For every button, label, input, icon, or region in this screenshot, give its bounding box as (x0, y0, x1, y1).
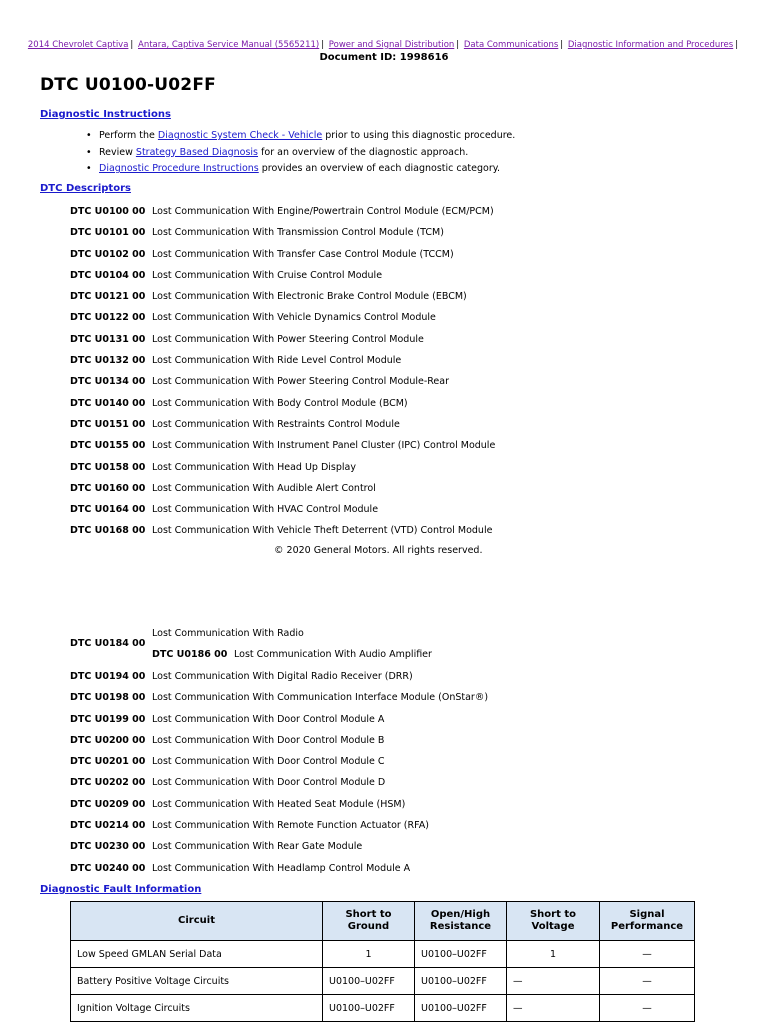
instruction-text: provides an overview of each diagnostic category. (258, 163, 501, 174)
dtc-code: DTC U0102 00 (70, 248, 146, 260)
link-diagnostic-system-check[interactable]: Diagnostic System Check - Vehicle (157, 130, 323, 141)
dtc-row (70, 393, 495, 414)
dtc-code: DTC U0100 00 (70, 206, 146, 217)
breadcrumb-separator: | (560, 40, 564, 50)
breadcrumb-separator: | (735, 40, 739, 50)
breadcrumb-link-diag-info[interactable]: Diagnostic Information and Procedures (567, 40, 734, 50)
table-cell: — (600, 995, 695, 1022)
dtc-description: Lost Communication With Transfer Case Control Module (TCCM) (152, 248, 454, 260)
dtc-description: Lost Communication With Remote Function Actuator (RFA) (152, 820, 429, 832)
dtc-description: Lost Communication With Rear Gate Module (152, 841, 363, 853)
dtc-description: Lost Communication With Power Steering Control Module (152, 333, 424, 345)
dtc-code: DTC U0200 00 (70, 734, 146, 746)
dtc-description: Lost Communication With Radio (152, 628, 304, 639)
dtc-code: DTC U0214 00 (70, 820, 146, 832)
dtc-row (70, 435, 495, 456)
instruction-item (86, 161, 515, 178)
dtc-code: DTC U0230 00 (70, 841, 146, 853)
link-diagnostic-procedure-instructions[interactable]: Diagnostic Procedure Instructions (99, 163, 259, 174)
dtc-code: DTC U0132 00 (70, 355, 146, 367)
dtc-row (70, 286, 495, 307)
table-cell: 1 (507, 941, 600, 968)
instruction-text: Perform the (99, 130, 158, 141)
dtc-description: Lost Communication With Engine/Powertrain Control Module (ECM/PCM) (152, 206, 494, 217)
dtc-code: DTC U0121 00 (70, 291, 146, 303)
fault-table (70, 901, 695, 1022)
dtc-row (70, 201, 495, 222)
dtc-row (70, 709, 488, 730)
dtc-description: Lost Communication With Headlamp Control Module A (152, 862, 411, 874)
instructions-list (86, 128, 515, 178)
dtc-row (70, 815, 488, 836)
dtc-code: DTC U0122 00 (70, 312, 146, 324)
dtc-row (70, 666, 488, 687)
dtc-description: Lost Communication With Heated Seat Module (HSM) (152, 798, 406, 810)
breadcrumb-separator: | (130, 40, 134, 50)
dtc-description: Lost Communication With Body Control Module (BCM) (152, 397, 408, 409)
dtc-description: Lost Communication With Head Up Display (152, 461, 356, 473)
instruction-item (86, 145, 515, 162)
table-cell: — (600, 968, 695, 995)
column-header-short-to-ground: Short to Ground (323, 902, 415, 941)
dtc-code: DTC U0104 00 (70, 269, 146, 281)
dtc-description: Lost Communication With Restraints Control Module (152, 418, 400, 430)
dtc-row (70, 457, 495, 478)
dtc-list (70, 666, 488, 879)
instruction-text: for an overview of the diagnostic approach. (258, 146, 469, 158)
breadcrumb-link-vehicle[interactable]: 2014 Chevrolet Captiva (27, 40, 129, 50)
instruction-text: Review (99, 146, 136, 158)
table-header-row (71, 902, 695, 941)
dtc-description: Lost Communication With Door Control Module A (152, 713, 385, 725)
dtc-description: Lost Communication With Power Steering Control Module-Rear (152, 376, 450, 388)
dtc-description: Lost Communication With Door Control Module C (152, 756, 385, 768)
dtc-code: DTC U0168 00 (70, 525, 146, 537)
dtc-description: Lost Communication With Digital Radio Receiver (DRR) (152, 671, 413, 682)
table-row (71, 968, 695, 995)
dtc-code: DTC U0186 00 (152, 649, 228, 660)
dtc-row (70, 244, 495, 265)
dtc-row (70, 414, 495, 435)
dtc-row (70, 794, 488, 815)
column-header-short-to-voltage: Short to Voltage (507, 902, 600, 941)
table-cell: Ignition Voltage Circuits (71, 995, 323, 1022)
dtc-code: DTC U0209 00 (70, 798, 146, 810)
dtc-code: DTC U0199 00 (70, 713, 146, 725)
dtc-description: Lost Communication With HVAC Control Module (152, 504, 379, 516)
dtc-code: DTC U0194 00 (70, 671, 146, 682)
table-cell: Low Speed GMLAN Serial Data (71, 941, 323, 968)
dtc-description: Lost Communication With Vehicle Theft Deterrent (VTD) Control Module (152, 525, 493, 537)
dtc-description: Lost Communication With Audio Amplifier (234, 649, 432, 660)
dtc-code: DTC U0184 00 (70, 638, 146, 649)
dtc-code: DTC U0240 00 (70, 862, 146, 874)
dtc-row (70, 222, 495, 243)
table-cell: Battery Positive Voltage Circuits (71, 968, 323, 995)
table-row (71, 941, 695, 968)
dtc-description: Lost Communication With Door Control Module D (152, 777, 386, 789)
dtc-row (70, 350, 495, 371)
section-link-diagnostic-fault-information[interactable]: Diagnostic Fault Information (40, 884, 202, 895)
dtc-row (70, 265, 495, 286)
dtc-row (70, 478, 495, 499)
breadcrumb-separator: | (321, 40, 325, 50)
dtc-code: DTC U0201 00 (70, 756, 146, 768)
dtc-row (70, 307, 495, 328)
dtc-description: Lost Communication With Vehicle Dynamics Control Module (152, 312, 436, 324)
document-id: Document ID: 1998616 (319, 52, 449, 63)
dtc-list (70, 201, 495, 542)
table-cell: — (507, 995, 600, 1022)
column-header-signal-performance: Signal Performance (600, 902, 695, 941)
page-title: DTC U0100-U02FF (40, 75, 216, 95)
breadcrumb-link-power-signal[interactable]: Power and Signal Distribution (328, 40, 455, 50)
dtc-row (70, 687, 488, 708)
dtc-description: Lost Communication With Communication Interface Module (OnStar®) (152, 692, 489, 704)
breadcrumb (0, 40, 768, 51)
dtc-row (70, 520, 495, 541)
breadcrumb-link-data-comm[interactable]: Data Communications (463, 40, 559, 50)
section-link-diagnostic-instructions[interactable]: Diagnostic Instructions (40, 109, 171, 120)
dtc-description: Lost Communication With Ride Level Control Module (152, 355, 402, 367)
table-cell: U0100–U02FF (415, 968, 507, 995)
dtc-code: DTC U0155 00 (70, 440, 146, 452)
section-link-dtc-descriptors[interactable]: DTC Descriptors (40, 183, 131, 194)
table-cell: — (507, 968, 600, 995)
table-cell: U0100–U02FF (323, 995, 415, 1022)
dtc-row (70, 329, 495, 350)
column-header-open-high-resistance: Open/High Resistance (415, 902, 507, 941)
dtc-code: DTC U0158 00 (70, 461, 146, 473)
dtc-row (70, 836, 488, 857)
dtc-description: Lost Communication With Transmission Control Module (TCM) (152, 227, 444, 239)
dtc-row (70, 858, 488, 879)
column-header-circuit: Circuit (71, 902, 323, 941)
breadcrumb-link-manual[interactable]: Antara, Captiva Service Manual (5565211) (138, 40, 320, 50)
dtc-row (70, 751, 488, 772)
dtc-code: DTC U0160 00 (70, 482, 146, 494)
dtc-code: DTC U0134 00 (70, 376, 146, 388)
breadcrumb-separator: | (456, 40, 460, 50)
dtc-code: DTC U0131 00 (70, 333, 146, 345)
dtc-description: Lost Communication With Instrument Panel Cluster (IPC) Control Module (152, 440, 496, 452)
dtc-code: DTC U0151 00 (70, 418, 146, 430)
table-row (71, 995, 695, 1022)
dtc-row-u0186 (152, 649, 432, 660)
dtc-description: Lost Communication With Audible Alert Control (152, 482, 376, 494)
dtc-code: DTC U0202 00 (70, 777, 146, 789)
dtc-row (70, 499, 495, 520)
link-strategy-based-diagnosis[interactable]: Strategy Based Diagnosis (135, 146, 259, 158)
dtc-code: DTC U0164 00 (70, 504, 146, 516)
table-cell: 1 (323, 941, 415, 968)
instruction-text: prior to using this diagnostic procedure. (322, 130, 516, 141)
instruction-item (86, 128, 515, 145)
dtc-description: Lost Communication With Door Control Module B (152, 734, 385, 746)
table-cell: U0100–U02FF (323, 968, 415, 995)
dtc-code: DTC U0198 00 (70, 692, 146, 704)
dtc-row (70, 371, 495, 392)
copyright: © 2020 General Motors. All rights reserved. (274, 545, 483, 556)
dtc-row (70, 730, 488, 751)
table-cell: U0100–U02FF (415, 941, 507, 968)
dtc-code: DTC U0140 00 (70, 397, 146, 409)
dtc-row (70, 772, 488, 793)
dtc-description: Lost Communication With Electronic Brake Control Module (EBCM) (152, 291, 467, 303)
dtc-code: DTC U0101 00 (70, 227, 146, 239)
table-cell: U0100–U02FF (415, 995, 507, 1022)
dtc-description: Lost Communication With Cruise Control Module (152, 269, 383, 281)
table-cell: — (600, 941, 695, 968)
